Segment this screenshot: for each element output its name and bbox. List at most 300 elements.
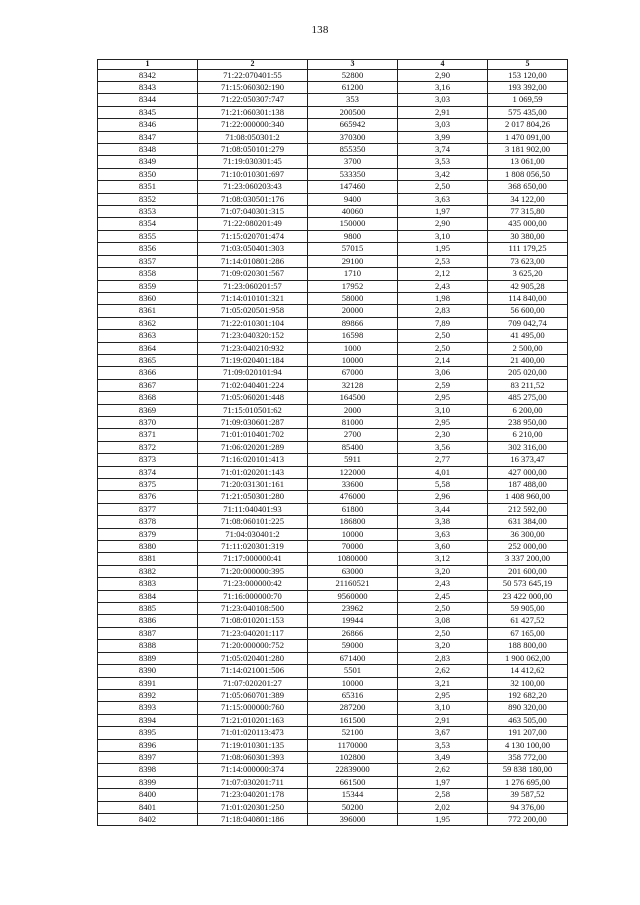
area-cell: 10000 xyxy=(308,677,398,689)
value-cell: 6 200,00 xyxy=(488,404,568,416)
area-cell: 58000 xyxy=(308,292,398,304)
table-row xyxy=(98,441,568,453)
area-cell: 5911 xyxy=(308,454,398,466)
rate-cell: 2,91 xyxy=(398,106,488,118)
value-cell: 201 600,00 xyxy=(488,565,568,577)
value-cell: 1 808 056,50 xyxy=(488,168,568,180)
table-row xyxy=(98,516,568,528)
column-header-4: 4 xyxy=(398,60,488,70)
row-number-cell: 8363 xyxy=(98,330,198,342)
rate-cell: 2,50 xyxy=(398,181,488,193)
rate-cell: 2,50 xyxy=(398,627,488,639)
rate-cell: 3,20 xyxy=(398,565,488,577)
value-cell: 3 337 200,00 xyxy=(488,553,568,565)
table-row xyxy=(98,739,568,751)
value-cell: 3 181 902,00 xyxy=(488,144,568,156)
value-cell: 153 120,00 xyxy=(488,69,568,81)
cadastral-number-cell: 71:08:050301:2 xyxy=(198,131,308,143)
row-number-cell: 8376 xyxy=(98,491,198,503)
table-row xyxy=(98,106,568,118)
value-cell: 41 495,00 xyxy=(488,330,568,342)
table-row xyxy=(98,268,568,280)
value-cell: 485 275,00 xyxy=(488,392,568,404)
area-cell: 2000 xyxy=(308,404,398,416)
rate-cell: 2,53 xyxy=(398,255,488,267)
value-cell: 59 905,00 xyxy=(488,603,568,615)
cadastral-number-cell: 71:22:080201:49 xyxy=(198,218,308,230)
area-cell: 661500 xyxy=(308,776,398,788)
value-cell: 42 905,28 xyxy=(488,280,568,292)
cadastral-number-cell: 71:05:060201:448 xyxy=(198,392,308,404)
rate-cell: 2,77 xyxy=(398,454,488,466)
row-number-cell: 8361 xyxy=(98,305,198,317)
area-cell: 16598 xyxy=(308,330,398,342)
cadastral-number-cell: 71:08:030501:176 xyxy=(198,193,308,205)
row-number-cell: 8387 xyxy=(98,627,198,639)
row-number-cell: 8398 xyxy=(98,764,198,776)
row-number-cell: 8369 xyxy=(98,404,198,416)
table-row xyxy=(98,627,568,639)
value-cell: 192 682,20 xyxy=(488,689,568,701)
cadastral-number-cell: 71:03:050401:303 xyxy=(198,243,308,255)
value-cell: 3 625,20 xyxy=(488,268,568,280)
row-number-cell: 8349 xyxy=(98,156,198,168)
table-row xyxy=(98,541,568,553)
area-cell: 533350 xyxy=(308,168,398,180)
rate-cell: 2,30 xyxy=(398,429,488,441)
cadastral-number-cell: 71:01:020301:250 xyxy=(198,801,308,813)
row-number-cell: 8390 xyxy=(98,665,198,677)
value-cell: 772 200,00 xyxy=(488,813,568,825)
rate-cell: 5,58 xyxy=(398,479,488,491)
value-cell: 1 900 062,00 xyxy=(488,652,568,664)
row-number-cell: 8343 xyxy=(98,82,198,94)
rate-cell: 3,74 xyxy=(398,144,488,156)
table-row xyxy=(98,640,568,652)
area-cell: 65316 xyxy=(308,689,398,701)
cadastral-number-cell: 71:05:020401:280 xyxy=(198,652,308,664)
area-cell: 855350 xyxy=(308,144,398,156)
value-cell: 463 505,00 xyxy=(488,714,568,726)
cadastral-number-cell: 71:08:050101:279 xyxy=(198,144,308,156)
table-row xyxy=(98,727,568,739)
table-row xyxy=(98,255,568,267)
rate-cell: 3,10 xyxy=(398,702,488,714)
cadastral-number-cell: 71:01:020201:143 xyxy=(198,466,308,478)
area-cell: 61800 xyxy=(308,503,398,515)
table-row xyxy=(98,379,568,391)
table-row xyxy=(98,330,568,342)
area-cell: 147460 xyxy=(308,181,398,193)
row-number-cell: 8401 xyxy=(98,801,198,813)
table-row xyxy=(98,144,568,156)
rate-cell: 3,03 xyxy=(398,119,488,131)
table-row xyxy=(98,82,568,94)
rate-cell: 2,83 xyxy=(398,305,488,317)
cadastral-number-cell: 71:09:030601:287 xyxy=(198,416,308,428)
rate-cell: 3,56 xyxy=(398,441,488,453)
rate-cell: 2,45 xyxy=(398,590,488,602)
table-row xyxy=(98,156,568,168)
cadastral-number-cell: 71:18:040801:186 xyxy=(198,813,308,825)
rate-cell: 2,50 xyxy=(398,330,488,342)
rate-cell: 3,53 xyxy=(398,156,488,168)
area-cell: 353 xyxy=(308,94,398,106)
area-cell: 476000 xyxy=(308,491,398,503)
table-row xyxy=(98,131,568,143)
table-row xyxy=(98,206,568,218)
rate-cell: 7,89 xyxy=(398,317,488,329)
area-cell: 1170000 xyxy=(308,739,398,751)
area-cell: 2700 xyxy=(308,429,398,441)
value-cell: 39 587,52 xyxy=(488,789,568,801)
area-cell: 52800 xyxy=(308,69,398,81)
area-cell: 81000 xyxy=(308,416,398,428)
cadastral-number-cell: 71:23:060203:43 xyxy=(198,181,308,193)
table-row xyxy=(98,702,568,714)
cadastral-number-cell: 71:19:010301:135 xyxy=(198,739,308,751)
rate-cell: 3,42 xyxy=(398,168,488,180)
table-row xyxy=(98,553,568,565)
column-header-3: 3 xyxy=(308,60,398,70)
cadastral-number-cell: 71:07:030201:711 xyxy=(198,776,308,788)
row-number-cell: 8370 xyxy=(98,416,198,428)
area-cell: 23962 xyxy=(308,603,398,615)
table-row xyxy=(98,801,568,813)
value-cell: 193 392,00 xyxy=(488,82,568,94)
cadastral-number-cell: 71:19:030301:45 xyxy=(198,156,308,168)
value-cell: 50 573 645,19 xyxy=(488,578,568,590)
area-cell: 15344 xyxy=(308,789,398,801)
rate-cell: 2,95 xyxy=(398,392,488,404)
area-cell: 200500 xyxy=(308,106,398,118)
rate-cell: 2,12 xyxy=(398,268,488,280)
value-cell: 73 623,00 xyxy=(488,255,568,267)
area-cell: 671400 xyxy=(308,652,398,664)
table-row xyxy=(98,714,568,726)
area-cell: 287200 xyxy=(308,702,398,714)
rate-cell: 2,95 xyxy=(398,416,488,428)
value-cell: 114 840,00 xyxy=(488,292,568,304)
rate-cell: 2,83 xyxy=(398,652,488,664)
table-row xyxy=(98,491,568,503)
rate-cell: 3,63 xyxy=(398,528,488,540)
cadastral-number-cell: 71:05:060701:389 xyxy=(198,689,308,701)
row-number-cell: 8366 xyxy=(98,367,198,379)
area-cell: 665942 xyxy=(308,119,398,131)
cadastral-number-cell: 71:23:040210:932 xyxy=(198,342,308,354)
table-row xyxy=(98,404,568,416)
cadastral-number-cell: 71:10:010301:697 xyxy=(198,168,308,180)
row-number-cell: 8356 xyxy=(98,243,198,255)
value-cell: 252 000,00 xyxy=(488,541,568,553)
cadastral-number-cell: 71:19:020401:184 xyxy=(198,354,308,366)
row-number-cell: 8396 xyxy=(98,739,198,751)
row-number-cell: 8342 xyxy=(98,69,198,81)
value-cell: 1 470 091,00 xyxy=(488,131,568,143)
rate-cell: 3,49 xyxy=(398,751,488,763)
row-number-cell: 8388 xyxy=(98,640,198,652)
cadastral-number-cell: 71:23:040201:117 xyxy=(198,627,308,639)
value-cell: 187 488,00 xyxy=(488,479,568,491)
rate-cell: 1,97 xyxy=(398,776,488,788)
row-number-cell: 8364 xyxy=(98,342,198,354)
area-cell: 21160521 xyxy=(308,578,398,590)
cadastral-number-cell: 71:20:000000:752 xyxy=(198,640,308,652)
table-row xyxy=(98,94,568,106)
row-number-cell: 8362 xyxy=(98,317,198,329)
row-number-cell: 8380 xyxy=(98,541,198,553)
value-cell: 1 408 960,00 xyxy=(488,491,568,503)
value-cell: 32 100,00 xyxy=(488,677,568,689)
rate-cell: 2,50 xyxy=(398,603,488,615)
value-cell: 435 000,00 xyxy=(488,218,568,230)
area-cell: 370300 xyxy=(308,131,398,143)
rate-cell: 2,14 xyxy=(398,354,488,366)
rate-cell: 2,96 xyxy=(398,491,488,503)
row-number-cell: 8352 xyxy=(98,193,198,205)
value-cell: 59 838 180,00 xyxy=(488,764,568,776)
row-number-cell: 8345 xyxy=(98,106,198,118)
cadastral-number-cell: 71:22:010301:104 xyxy=(198,317,308,329)
table-row xyxy=(98,776,568,788)
table-row xyxy=(98,230,568,242)
table-row xyxy=(98,168,568,180)
area-cell: 9560000 xyxy=(308,590,398,602)
rate-cell: 3,08 xyxy=(398,615,488,627)
column-header-2: 2 xyxy=(198,60,308,70)
table-row xyxy=(98,317,568,329)
table-row xyxy=(98,69,568,81)
rate-cell: 2,62 xyxy=(398,665,488,677)
row-number-cell: 8378 xyxy=(98,516,198,528)
table-row xyxy=(98,342,568,354)
table-row xyxy=(98,528,568,540)
rate-cell: 3,60 xyxy=(398,541,488,553)
rate-cell: 3,99 xyxy=(398,131,488,143)
row-number-cell: 8400 xyxy=(98,789,198,801)
column-header-1: 1 xyxy=(98,60,198,70)
area-cell: 19944 xyxy=(308,615,398,627)
table-row xyxy=(98,751,568,763)
value-cell: 575 435,00 xyxy=(488,106,568,118)
row-number-cell: 8383 xyxy=(98,578,198,590)
rate-cell: 3,38 xyxy=(398,516,488,528)
table-row xyxy=(98,181,568,193)
cadastral-number-cell: 71:23:040108:500 xyxy=(198,603,308,615)
area-cell: 33600 xyxy=(308,479,398,491)
rate-cell: 1,97 xyxy=(398,206,488,218)
area-cell: 67000 xyxy=(308,367,398,379)
rate-cell: 2,95 xyxy=(398,689,488,701)
area-cell: 50200 xyxy=(308,801,398,813)
cadastral-number-cell: 71:20:031301:161 xyxy=(198,479,308,491)
row-number-cell: 8391 xyxy=(98,677,198,689)
rate-cell: 3,03 xyxy=(398,94,488,106)
rate-cell: 1,98 xyxy=(398,292,488,304)
cadastral-number-cell: 71:23:000000:42 xyxy=(198,578,308,590)
cadastral-number-cell: 71:16:020101:413 xyxy=(198,454,308,466)
row-number-cell: 8346 xyxy=(98,119,198,131)
row-number-cell: 8357 xyxy=(98,255,198,267)
cadastral-number-cell: 71:21:060301:138 xyxy=(198,106,308,118)
table-row xyxy=(98,429,568,441)
area-cell: 10000 xyxy=(308,354,398,366)
table-row xyxy=(98,764,568,776)
cadastral-number-cell: 71:07:020201:27 xyxy=(198,677,308,689)
value-cell: 21 400,00 xyxy=(488,354,568,366)
rate-cell: 2,90 xyxy=(398,69,488,81)
rate-cell: 1,95 xyxy=(398,813,488,825)
rate-cell: 3,63 xyxy=(398,193,488,205)
table-row xyxy=(98,218,568,230)
row-number-cell: 8382 xyxy=(98,565,198,577)
value-cell: 709 042,74 xyxy=(488,317,568,329)
value-cell: 111 179,25 xyxy=(488,243,568,255)
row-number-cell: 8384 xyxy=(98,590,198,602)
page-number: 138 xyxy=(311,24,329,36)
cadastral-number-cell: 71:02:040401:224 xyxy=(198,379,308,391)
area-cell: 9800 xyxy=(308,230,398,242)
cadastral-number-cell: 71:05:020501:958 xyxy=(198,305,308,317)
area-cell: 20000 xyxy=(308,305,398,317)
value-cell: 631 384,00 xyxy=(488,516,568,528)
rate-cell: 3,06 xyxy=(398,367,488,379)
row-number-cell: 8348 xyxy=(98,144,198,156)
row-number-cell: 8350 xyxy=(98,168,198,180)
rate-cell: 2,43 xyxy=(398,280,488,292)
table-row xyxy=(98,466,568,478)
area-cell: 17952 xyxy=(308,280,398,292)
row-number-cell: 8375 xyxy=(98,479,198,491)
cadastral-number-cell: 71:09:020101:94 xyxy=(198,367,308,379)
table-row xyxy=(98,652,568,664)
row-number-cell: 8351 xyxy=(98,181,198,193)
table-row xyxy=(98,454,568,466)
area-cell: 26866 xyxy=(308,627,398,639)
value-cell: 427 000,00 xyxy=(488,466,568,478)
value-cell: 302 316,00 xyxy=(488,441,568,453)
rate-cell: 1,95 xyxy=(398,243,488,255)
cadastral-number-cell: 71:07:040301:315 xyxy=(198,206,308,218)
area-cell: 32128 xyxy=(308,379,398,391)
table-row xyxy=(98,392,568,404)
cadastral-number-cell: 71:09:020301:567 xyxy=(198,268,308,280)
value-cell: 188 800,00 xyxy=(488,640,568,652)
rate-cell: 2,62 xyxy=(398,764,488,776)
table-row xyxy=(98,292,568,304)
area-cell: 40060 xyxy=(308,206,398,218)
cadastral-number-cell: 71:22:000000:340 xyxy=(198,119,308,131)
row-number-cell: 8347 xyxy=(98,131,198,143)
rate-cell: 2,50 xyxy=(398,342,488,354)
row-number-cell: 8381 xyxy=(98,553,198,565)
rate-cell: 3,16 xyxy=(398,82,488,94)
area-cell: 1000 xyxy=(308,342,398,354)
value-cell: 13 061,00 xyxy=(488,156,568,168)
area-cell: 1080000 xyxy=(308,553,398,565)
area-cell: 29100 xyxy=(308,255,398,267)
row-number-cell: 8393 xyxy=(98,702,198,714)
value-cell: 56 600,00 xyxy=(488,305,568,317)
area-cell: 61200 xyxy=(308,82,398,94)
table-row xyxy=(98,503,568,515)
table-row xyxy=(98,280,568,292)
area-cell: 85400 xyxy=(308,441,398,453)
area-cell: 57015 xyxy=(308,243,398,255)
cadastral-number-cell: 71:06:020201:289 xyxy=(198,441,308,453)
value-cell: 890 320,00 xyxy=(488,702,568,714)
table-row xyxy=(98,578,568,590)
area-cell: 3700 xyxy=(308,156,398,168)
area-cell: 150000 xyxy=(308,218,398,230)
value-cell: 2 500,00 xyxy=(488,342,568,354)
cadastral-number-cell: 71:15:000000:760 xyxy=(198,702,308,714)
rate-cell: 2,90 xyxy=(398,218,488,230)
cadastral-number-cell: 71:17:000000:41 xyxy=(198,553,308,565)
value-cell: 77 315,80 xyxy=(488,206,568,218)
value-cell: 14 412,62 xyxy=(488,665,568,677)
row-number-cell: 8359 xyxy=(98,280,198,292)
row-number-cell: 8386 xyxy=(98,615,198,627)
area-cell: 52100 xyxy=(308,727,398,739)
row-number-cell: 8344 xyxy=(98,94,198,106)
area-cell: 63000 xyxy=(308,565,398,577)
row-number-cell: 8365 xyxy=(98,354,198,366)
row-number-cell: 8368 xyxy=(98,392,198,404)
row-number-cell: 8373 xyxy=(98,454,198,466)
row-number-cell: 8392 xyxy=(98,689,198,701)
value-cell: 6 210,00 xyxy=(488,429,568,441)
cadastral-number-cell: 71:11:040401:93 xyxy=(198,503,308,515)
cadastral-value-table xyxy=(97,59,568,826)
value-cell: 1 069,59 xyxy=(488,94,568,106)
cadastral-number-cell: 71:01:010401:702 xyxy=(198,429,308,441)
row-number-cell: 8399 xyxy=(98,776,198,788)
table-row xyxy=(98,305,568,317)
row-number-cell: 8389 xyxy=(98,652,198,664)
area-cell: 102800 xyxy=(308,751,398,763)
table-row xyxy=(98,119,568,131)
value-cell: 34 122,00 xyxy=(488,193,568,205)
area-cell: 10000 xyxy=(308,528,398,540)
cadastral-number-cell: 71:14:010801:286 xyxy=(198,255,308,267)
value-cell: 368 650,00 xyxy=(488,181,568,193)
area-cell: 164500 xyxy=(308,392,398,404)
table-row xyxy=(98,603,568,615)
cadastral-number-cell: 71:22:070401:55 xyxy=(198,69,308,81)
cadastral-number-cell: 71:11:020301:319 xyxy=(198,541,308,553)
table-row xyxy=(98,243,568,255)
value-cell: 67 165,00 xyxy=(488,627,568,639)
value-cell: 212 592,00 xyxy=(488,503,568,515)
rate-cell: 4,01 xyxy=(398,466,488,478)
rate-cell: 3,20 xyxy=(398,640,488,652)
row-number-cell: 8355 xyxy=(98,230,198,242)
rate-cell: 2,59 xyxy=(398,379,488,391)
table-row xyxy=(98,565,568,577)
table-row xyxy=(98,813,568,825)
row-number-cell: 8402 xyxy=(98,813,198,825)
row-number-cell: 8371 xyxy=(98,429,198,441)
cadastral-number-cell: 71:21:050301:280 xyxy=(198,491,308,503)
area-cell: 161500 xyxy=(308,714,398,726)
rate-cell: 2,02 xyxy=(398,801,488,813)
value-cell: 23 422 000,00 xyxy=(488,590,568,602)
value-cell: 83 211,52 xyxy=(488,379,568,391)
cadastral-number-cell: 71:16:000000:70 xyxy=(198,590,308,602)
cadastral-number-cell: 71:08:060301:393 xyxy=(198,751,308,763)
